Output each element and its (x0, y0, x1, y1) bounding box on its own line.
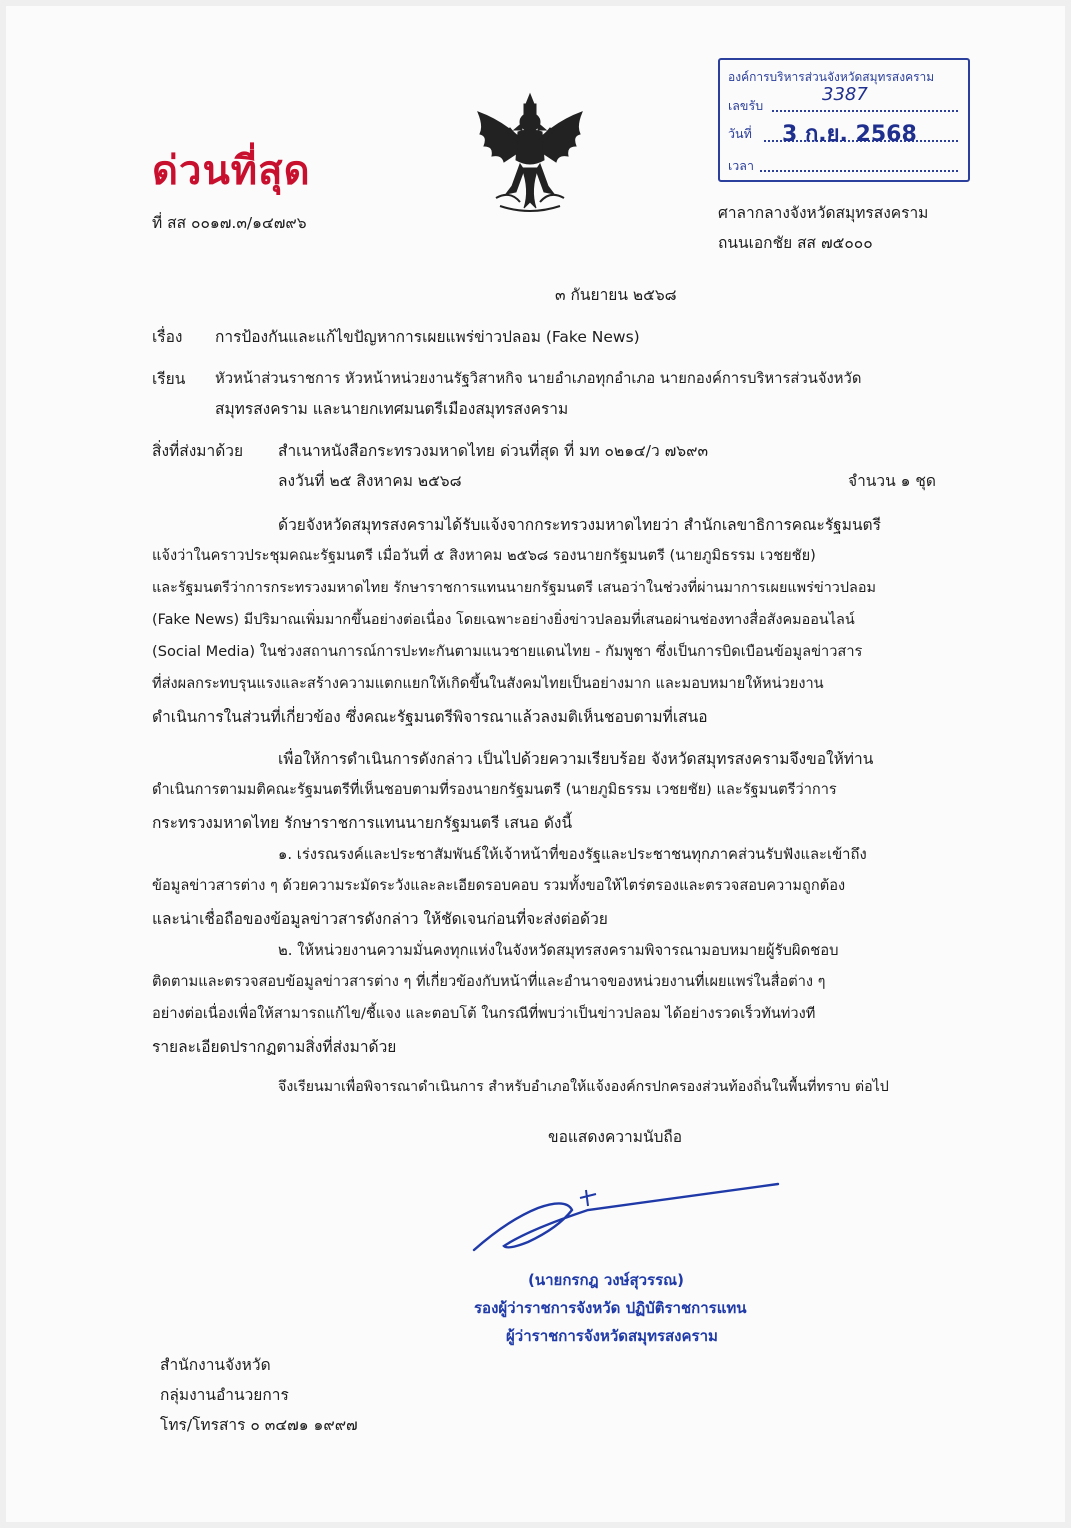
enclosure-line-2: ลงวันที่ ๒๕ สิงหาคม ๒๕๖๘ (278, 472, 462, 490)
item2-line: อย่างต่อเนื่องเพื่อให้สามารถแก้ไข/ชี้แจง และตอบโต้ ในกรณีที่พบว่าเป็นข่าวปลอม ได้อย่างรวดเร็วทันท่วงที (152, 1005, 816, 1022)
enclosure-line-1: สำเนาหนังสือกระทรวงมหาดไทย ด่วนที่สุด ที่ มท ๐๒๑๔/ว ๗๖๙๓ (278, 442, 709, 460)
stamp-org: องค์การบริหารส่วนจังหวัดสมุทรสงคราม (728, 70, 935, 84)
item2-line: รายละเอียดปรากฏตามสิ่งที่ส่งมาด้วย (152, 1038, 397, 1056)
enclosure-quantity: จำนวน ๑ ชุด (848, 472, 936, 490)
office-line-2: ถนนเอกชัย สส ๗๕๐๐๐ (718, 234, 873, 252)
para1-line: ดำเนินการในส่วนที่เกี่ยวข้อง ซึ่งคณะรัฐมนตรีพิจารณาแล้วลงมติเห็นชอบตามที่เสนอ (152, 708, 708, 726)
para1-line: แจ้งว่าในคราวประชุมคณะรัฐมนตรี เมื่อวันที่ ๕ สิงหาคม ๒๕๖๘ รองนายกรัฐมนตรี (นายภูมิธรรม เวชยชัย) (152, 547, 816, 564)
item1-line: และน่าเชื่อถือของข้อมูลข่าวสารดังกล่าว ให้ชัดเจนก่อนที่จะส่งต่อด้วย (152, 910, 608, 928)
footer-office: สำนักงานจังหวัด (160, 1356, 271, 1374)
item1-line: ๑. เร่งรณรงค์และประชาสัมพันธ์ให้เจ้าหน้าที่ของรัฐและประชาชนทุกภาคส่วนรับฟังและเข้าถึง (278, 846, 867, 863)
item2-line: ๒. ให้หน่วยงานความมั่นคงทุกแห่งในจังหวัดสมุทรสงครามพิจารณามอบหมายผู้รับผิดชอบ (278, 942, 839, 959)
to-label: เรียน (152, 370, 186, 388)
to-line-2: สมุทรสงคราม และนายกเทศมนตรีเมืองสมุทรสงคราม (215, 400, 569, 418)
urgency-label: ด่วนที่สุด (152, 148, 311, 194)
footer-division: กลุ่มงานอำนวยการ (160, 1386, 289, 1404)
signer-position-1: รองผู้ว่าราชการจังหวัด ปฏิบัติราชการแทน (474, 1299, 747, 1317)
signature-icon (468, 1180, 788, 1260)
enclosure-label: สิ่งที่ส่งมาด้วย (152, 442, 244, 460)
para2-line: กระทรวงมหาดไทย รักษาราชการแทนนายกรัฐมนตรี เสนอ ดังนี้ (152, 814, 573, 832)
stamp-receive-value: 3387 (822, 84, 868, 105)
para1-line: (Social Media) ในช่วงสถานการณ์การปะทะกันตามแนวชายแดนไทย - กัมพูชา ซึ่งเป็นการบิดเบือนข้อมูลข่าวสาร (152, 643, 863, 660)
to-line-1: หัวหน้าส่วนราชการ หัวหน้าหน่วยงานรัฐวิสาหกิจ นายอำเภอทุกอำเภอ นายกองค์การบริหารส่วนจังหวัด (215, 370, 862, 387)
item2-line: ติดตามและตรวจสอบข้อมูลข่าวสารต่าง ๆ ที่เกี่ยวข้องกับหน้าที่และอำนาจของหน่วยงานที่เผยแพร่ในสื่อต่าง ๆ (152, 973, 826, 990)
garuda-emblem-icon (470, 90, 590, 220)
office-line-1: ศาลากลางจังหวัดสมุทรสงคราม (718, 204, 929, 222)
para2-line: เพื่อให้การดำเนินการดังกล่าว เป็นไปด้วยความเรียบร้อย จังหวัดสมุทรสงครามจึงขอให้ท่าน (278, 750, 874, 768)
stamp-date-label: วันที่ (728, 126, 752, 141)
para1-line: ด้วยจังหวัดสมุทรสงครามได้รับแจ้งจากกระทรวงมหาดไทยว่า สำนักเลขาธิการคณะรัฐมนตรี (278, 516, 881, 534)
stamp-time-label: เวลา (728, 158, 754, 173)
signer-position-2: ผู้ว่าราชการจังหวัดสมุทรสงคราม (506, 1327, 718, 1345)
item1-line: ข้อมูลข่าวสารต่าง ๆ ด้วยความระมัดระวังและละเอียดรอบคอบ รวมทั้งขอให้ไตร่ตรองและตรวจสอบความถูกต้อง (152, 877, 846, 894)
para2-line: ดำเนินการตามมติคณะรัฐมนตรีที่เห็นชอบตามที่รองนายกรัฐมนตรี (นายภูมิธรรม เวชยชัย) และรัฐมนตรีว่าการ (152, 781, 837, 798)
footer-phone: โทร/โทรสาร ๐ ๓๔๗๑ ๑๙๙๗ (160, 1416, 358, 1434)
para1-line: และรัฐมนตรีว่าการกระทรวงมหาดไทย รักษาราชการแทนนายกรัฐมนตรี เสนอว่าในช่วงที่ผ่านมาการเผยแพร่ข่าวปลอม (152, 580, 876, 596)
stamp-date-value: 3 ก.ย. 2568 (782, 122, 917, 147)
subject-text: การป้องกันและแก้ไขปัญหาการเผยแพร่ข่าวปลอม (Fake News) (215, 328, 640, 346)
reference-number: ที่ สส ๐๐๑๗.๓/๑๔๗๙๖ (152, 214, 307, 232)
para1-line: ที่ส่งผลกระทบรุนแรงและสร้างความแตกแยกให้เกิดขึ้นในสังคมไทยเป็นอย่างมาก และมอบหมายให้หน่วยงาน (152, 675, 824, 692)
closing-text: จึงเรียนมาเพื่อพิจารณาดำเนินการ สำหรับอำเภอให้แจ้งองค์กรปกครองส่วนท้องถิ่นในพื้นที่ทราบ ต่อไป (278, 1079, 889, 1095)
receiving-stamp (718, 58, 970, 182)
para1-line: (Fake News) มีปริมาณเพิ่มมากขึ้นอย่างต่อเนื่อง โดยเฉพาะอย่างยิ่งข่าวปลอมที่เสนอผ่านช่องทางสื่อสังคมออนไลน์ (152, 612, 855, 628)
signer-name: (นายกรกฎ วงษ์สุวรรณ) (528, 1271, 684, 1289)
document-date: ๓ กันยายน ๒๕๖๘ (555, 286, 677, 304)
stamp-receive-label: เลขรับ (728, 98, 764, 113)
regards-text: ขอแสดงความนับถือ (548, 1128, 683, 1146)
subject-label: เรื่อง (152, 328, 183, 346)
